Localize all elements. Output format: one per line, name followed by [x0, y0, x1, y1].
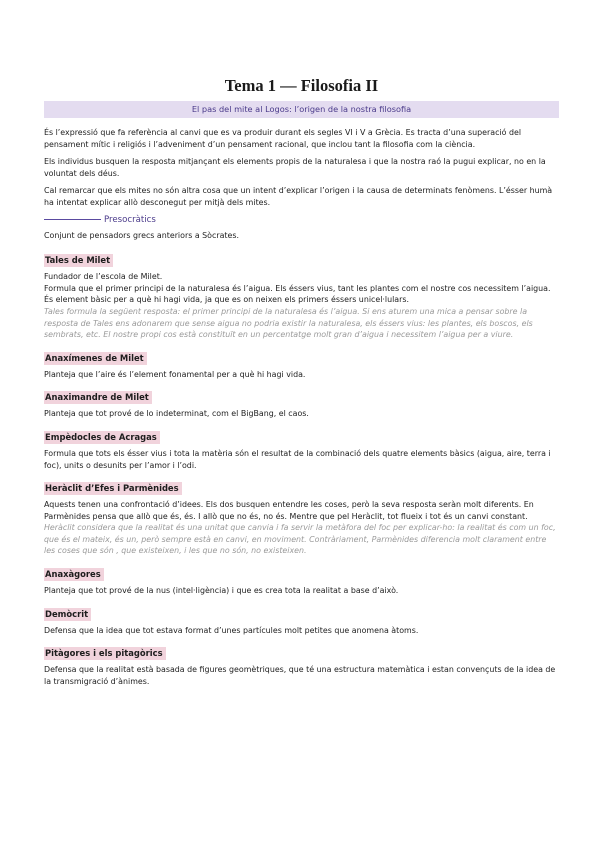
section-body-anaximandre	[44, 408, 559, 420]
presocratics-label: Presocràtics	[104, 214, 156, 225]
section-text: Planteja que l’aire és l’element fonamental per a què hi hagi vida.	[44, 369, 306, 379]
section-text: Defensa que la realitat està basada de figures geomètriques, que té una estructura matemàtica i estan convençuts de la idea de la transmigració d’ànimes.	[44, 665, 556, 686]
section-body-tales	[44, 271, 559, 341]
document-title: Tema 1 — Filosofia II	[224, 76, 379, 95]
section-note: Tales formula la següent resposta: el primer principi de la naturalesa és l’aigua. Si ens aturem una mica a pensar sobre la resposta de Tales ens adonarem que sense aigua no podria existir la naturalesa, els éssers vius: les plantes, els boscos, els sembrats, etc. El nostre propi cos està constituït en un percentatge molt gran d’aigua i necessitem l’aigua per a viure.	[44, 306, 533, 340]
subtitle-banner: El pas del mite al Logos: l’origen de la nostra filosofia	[44, 101, 559, 118]
section-heading-heraclit-parmenides: Heràclit d’Efes i Parmènides	[44, 482, 182, 495]
intro-paragraph: Cal remarcar que els mites no són altra cosa que un intent d’explicar l’origen i la causa de determinats fenòmens. L’ésser humà ha intentat explicar allò desconegut per mitjà dels mites.	[44, 186, 553, 207]
section-heading-anaximandre: Anaximandre de Milet	[44, 391, 152, 404]
section-text: Formula que el primer principi de la naturalesa és l’aigua. Els éssers vius, tant les plantes com el nostre cos necessitem l’aigua. És element bàsic per a què hi hagi vida, ja que es on neixen els primers éssers unicel·lulars.	[44, 283, 551, 305]
section-body-heraclit-parmenides	[44, 499, 559, 557]
section-heading-empedocles: Empèdocles de Acragas	[44, 431, 160, 444]
section-note: Heràclit considera que la realitat és una unitat que canvia i fa servir la metàfora del foc per explicar-ho: la realitat és com un foc, que és el mateix, és un, però sempre està en canvi, en moviment. Contràriament, Parmènides diferencia molt clarament entre les coses que són , que existeixen, i les que no són, no existeixen.	[44, 523, 556, 556]
section-text: Defensa que la idea que tot estava format d’unes partícules molt petites que anomena àtoms.	[44, 625, 419, 635]
section-heading-anaximenes: Anaxímenes de Milet	[44, 352, 147, 365]
section-heading-democrit: Demòcrit	[44, 608, 91, 621]
document-page	[44, 76, 559, 691]
section-text: Planteja que tot prové de la nus (intel·ligència) i que es crea tota la realitat a base d’això.	[44, 586, 399, 596]
section-text: Planteja que tot prové de lo indeterminat, com el BigBang, el caos.	[44, 409, 309, 419]
section-text: Fundador de l’escola de Milet.	[44, 272, 163, 282]
presocratics-definition: Conjunt de pensadors grecs anteriors a Sòcrates.	[44, 230, 239, 240]
section-body-empedocles	[44, 448, 559, 471]
section-heading-anaxagores: Anaxàgores	[44, 568, 104, 581]
subheading-rule	[44, 219, 101, 220]
section-text: Aquests tenen una confrontació d’idees. Els dos busquen entendre les coses, però la seva resposta seràn molt diferents. En Parmènides pensa que allò que és, és. I allò que no és, no és. Mentre que pel Heràclit, tot flueix i tot és un canvi constant.	[44, 500, 534, 521]
section-body-anaxagores	[44, 585, 559, 597]
section-body-anaximenes	[44, 369, 559, 381]
section-heading-tales: Tales de Milet	[44, 254, 113, 267]
section-text: Formula que tots els ésser vius i tota la matèria són el resultat de la combinació dels quatre elements bàsics (aigua, aire, terra i foc), units o desunits per l’amor i l’odi.	[44, 448, 551, 470]
intro-paragraph: És l’expressió que fa referència al canvi que es va produir durant els segles VI i V a Grècia. Es tracta d’una superació del pensament mític i religiós i l’adveniment d’un pensament racional, que inclou tant la filosofia com la ciència.	[44, 128, 522, 149]
section-body-pitagores	[44, 664, 559, 687]
presocratics-subheading	[44, 215, 559, 225]
section-body-democrit	[44, 625, 559, 637]
intro-paragraph: Els individus busquen la resposta mitjançant els elements propis de la naturalesa i que la nostra raó la pugui explicar, no en la voluntat dels déus.	[44, 157, 546, 178]
section-heading-pitagores: Pitàgores i els pitagòrics	[44, 647, 166, 660]
